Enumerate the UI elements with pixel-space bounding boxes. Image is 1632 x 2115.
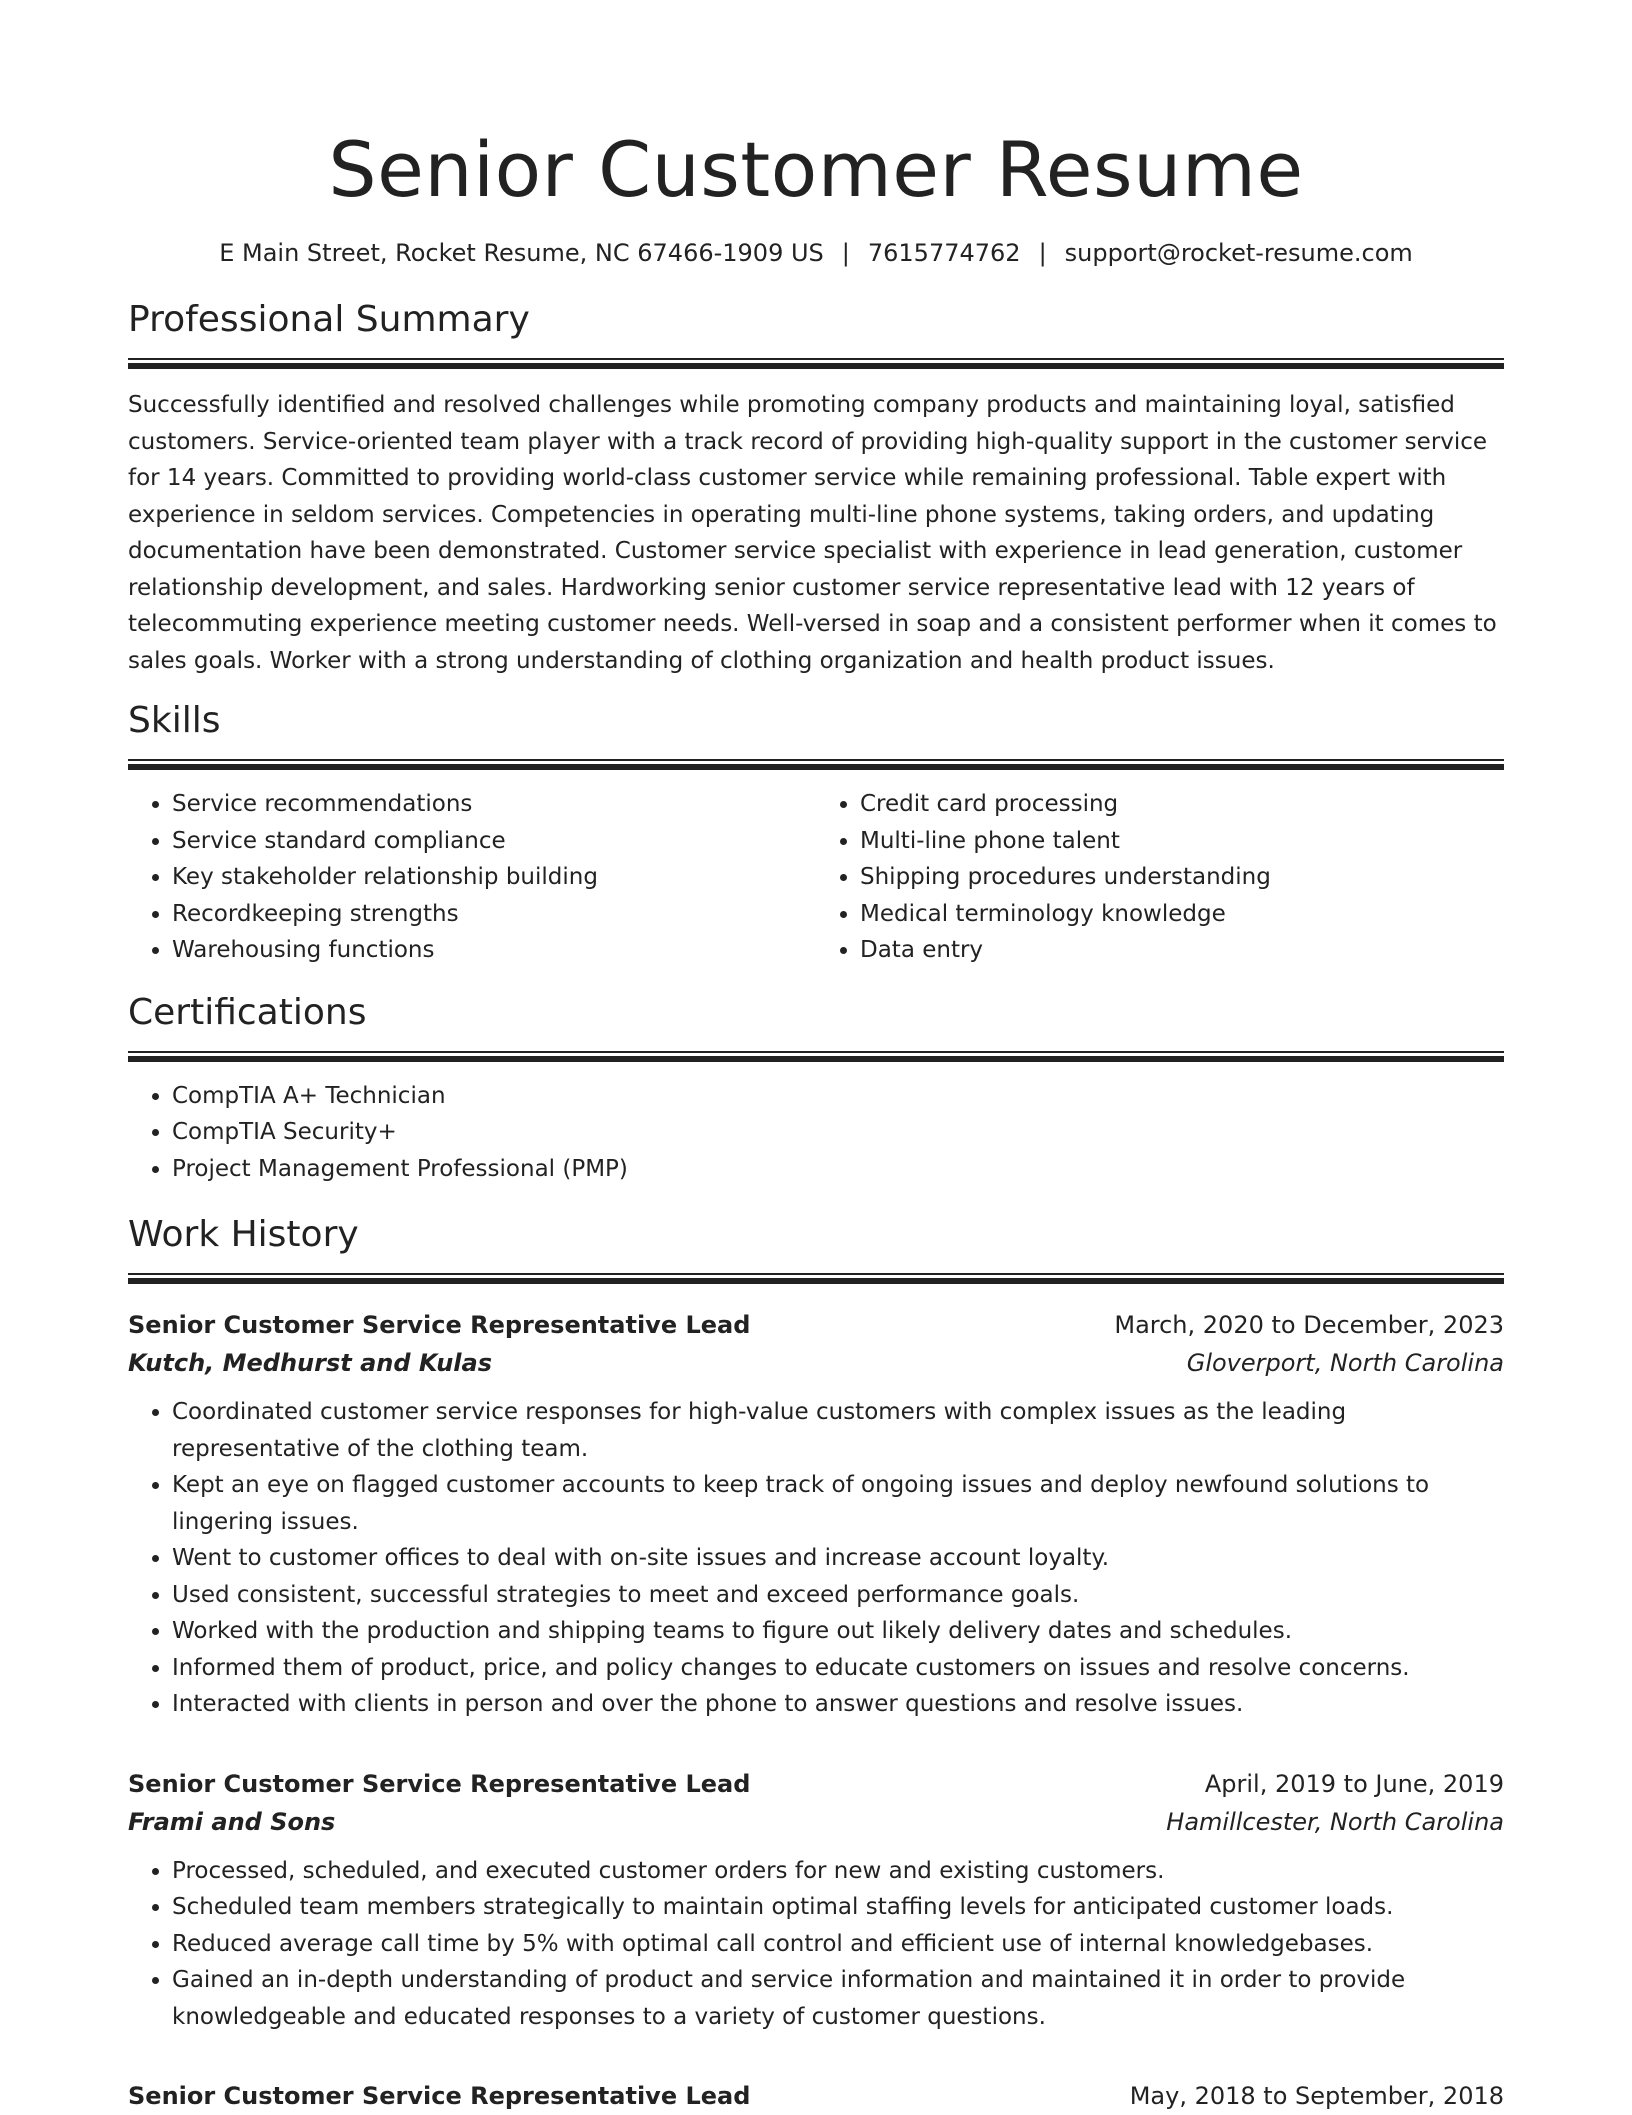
section-heading-work-history: Work History: [128, 1214, 359, 1255]
contact-separator: |: [841, 239, 850, 267]
job-bullets: [128, 1394, 1504, 1723]
job-company: Frami and Sons: [128, 1807, 336, 1836]
job-dates: March, 2020 to December, 2023: [1114, 1311, 1504, 1339]
skill-item: • Warehousing functions: [172, 932, 816, 969]
contact-email: support@rocket-resume.com: [1064, 239, 1413, 267]
job-entry: [128, 2077, 1504, 2115]
section-divider: [128, 1273, 1504, 1284]
skills-list-left: [128, 786, 816, 969]
job-subheader: [128, 1344, 1504, 1382]
job-bullet: • Informed them of product, price, and policy changes to educate customers on issues and resolve concerns.: [172, 1650, 1504, 1687]
section-divider: [128, 759, 1504, 770]
skill-item: • Shipping procedures understanding: [860, 859, 1504, 896]
skill-item: • Medical terminology knowledge: [860, 896, 1504, 933]
job-bullet: • Worked with the production and shipping teams to figure out likely delivery dates and schedules.: [172, 1613, 1504, 1650]
job-header: [128, 2077, 1504, 2115]
job-bullets: [128, 1853, 1504, 2036]
contact-phone: 7615774762: [867, 239, 1021, 267]
certification-item: • CompTIA Security+: [172, 1114, 1504, 1151]
job-dates: May, 2018 to September, 2018: [1129, 2082, 1504, 2110]
job-subheader: [128, 1803, 1504, 1841]
job-location: Gloverport, North Carolina: [1186, 1349, 1504, 1377]
job-bullet: • Kept an eye on flagged customer accounts to keep track of ongoing issues and deploy newfound solutions to lingering issues.: [172, 1467, 1504, 1540]
job-dates: April, 2019 to June, 2019: [1204, 1769, 1504, 1798]
skills-list-right: [816, 786, 1504, 969]
job-location: Hamillcester, North Carolina: [1166, 1807, 1504, 1836]
skill-item: • Credit card processing: [860, 786, 1504, 823]
job-bullet: • Coordinated customer service responses for high-value customers with complex issues as the leading representative of the clothing team.: [172, 1394, 1504, 1467]
certification-item: • Project Management Professional (PMP): [172, 1151, 1504, 1188]
skills-grid: [128, 786, 1504, 969]
job-bullet: • Went to customer offices to deal with on-site issues and increase account loyalty.: [172, 1540, 1504, 1577]
job-title: Senior Customer Service Representative Lead: [128, 1769, 751, 1798]
job-entry: [128, 1765, 1504, 2036]
skill-item: • Key stakeholder relationship building: [172, 859, 816, 896]
summary-text: Successfully identified and resolved challenges while promoting company products and maintaining loyal, satisfied customers. Service-oriented team player with a track record of providing high-quality support in the customer service for 14 years. Committed to providing world-class customer service while remaining professional. Table expert with experience in seldom services. Competencies in operating multi-line phone systems, taking orders, and updating documentation have been demonstrated. Customer service specialist with experience in lead generation, customer relationship development, and sales. Hardworking senior customer service representative lead with 12 years of telecommuting experience meeting customer needs. Well-versed in soap and a consistent performer when it comes to sales goals. Worker with a strong understanding of clothing organization and health product issues.: [128, 392, 1497, 674]
section-heading-certifications: Certifications: [128, 991, 367, 1033]
job-title: Senior Customer Service Representative Lead: [128, 2082, 751, 2110]
skill-item: • Service recommendations: [172, 786, 816, 823]
summary-section: [128, 298, 1504, 679]
skill-item: • Data entry: [860, 932, 1504, 969]
job-bullet: • Gained an in-depth understanding of product and service information and maintained it in order to provide knowledgeable and educated responses to a variety of customer questions.: [172, 1962, 1504, 2035]
job-company: Kutch, Medhurst and Kulas: [128, 1349, 492, 1377]
section-heading-skills: Skills: [128, 700, 221, 741]
section-divider: [128, 358, 1504, 369]
job-bullet: • Reduced average call time by 5% with optimal call control and efficient use of internal knowledgebases.: [172, 1926, 1504, 1963]
section-heading-summary: Professional Summary: [128, 299, 530, 340]
skill-item: • Service standard compliance: [172, 823, 816, 860]
job-bullet: • Processed, scheduled, and executed customer orders for new and existing customers.: [172, 1853, 1504, 1890]
job-header: [128, 1306, 1504, 1344]
skill-item: • Recordkeeping strengths: [172, 896, 816, 933]
certifications-list: [128, 1078, 1504, 1188]
job-header: [128, 1765, 1504, 1803]
contact-separator: |: [1038, 239, 1047, 267]
certification-item: • CompTIA A+ Technician: [172, 1078, 1504, 1115]
contact-line: [128, 236, 1504, 270]
job-bullet: • Scheduled team members strategically to maintain optimal staffing levels for anticipated customer loads.: [172, 1889, 1504, 1926]
skill-item: • Multi-line phone talent: [860, 823, 1504, 860]
skills-section: [128, 699, 1504, 969]
contact-address: E Main Street, Rocket Resume, NC 67466-1909 US: [219, 239, 824, 267]
resume-title: Senior Customer Resume: [328, 125, 1304, 214]
section-divider: [128, 1051, 1504, 1062]
job-title: Senior Customer Service Representative Lead: [128, 1311, 751, 1339]
job-bullet: • Interacted with clients in person and over the phone to answer questions and resolve issues.: [172, 1686, 1504, 1723]
job-entry: [128, 1306, 1504, 1723]
job-bullet: • Used consistent, successful strategies to meet and exceed performance goals.: [172, 1577, 1504, 1614]
certifications-section: [128, 991, 1504, 1188]
work-history-section: [128, 1213, 1504, 2115]
